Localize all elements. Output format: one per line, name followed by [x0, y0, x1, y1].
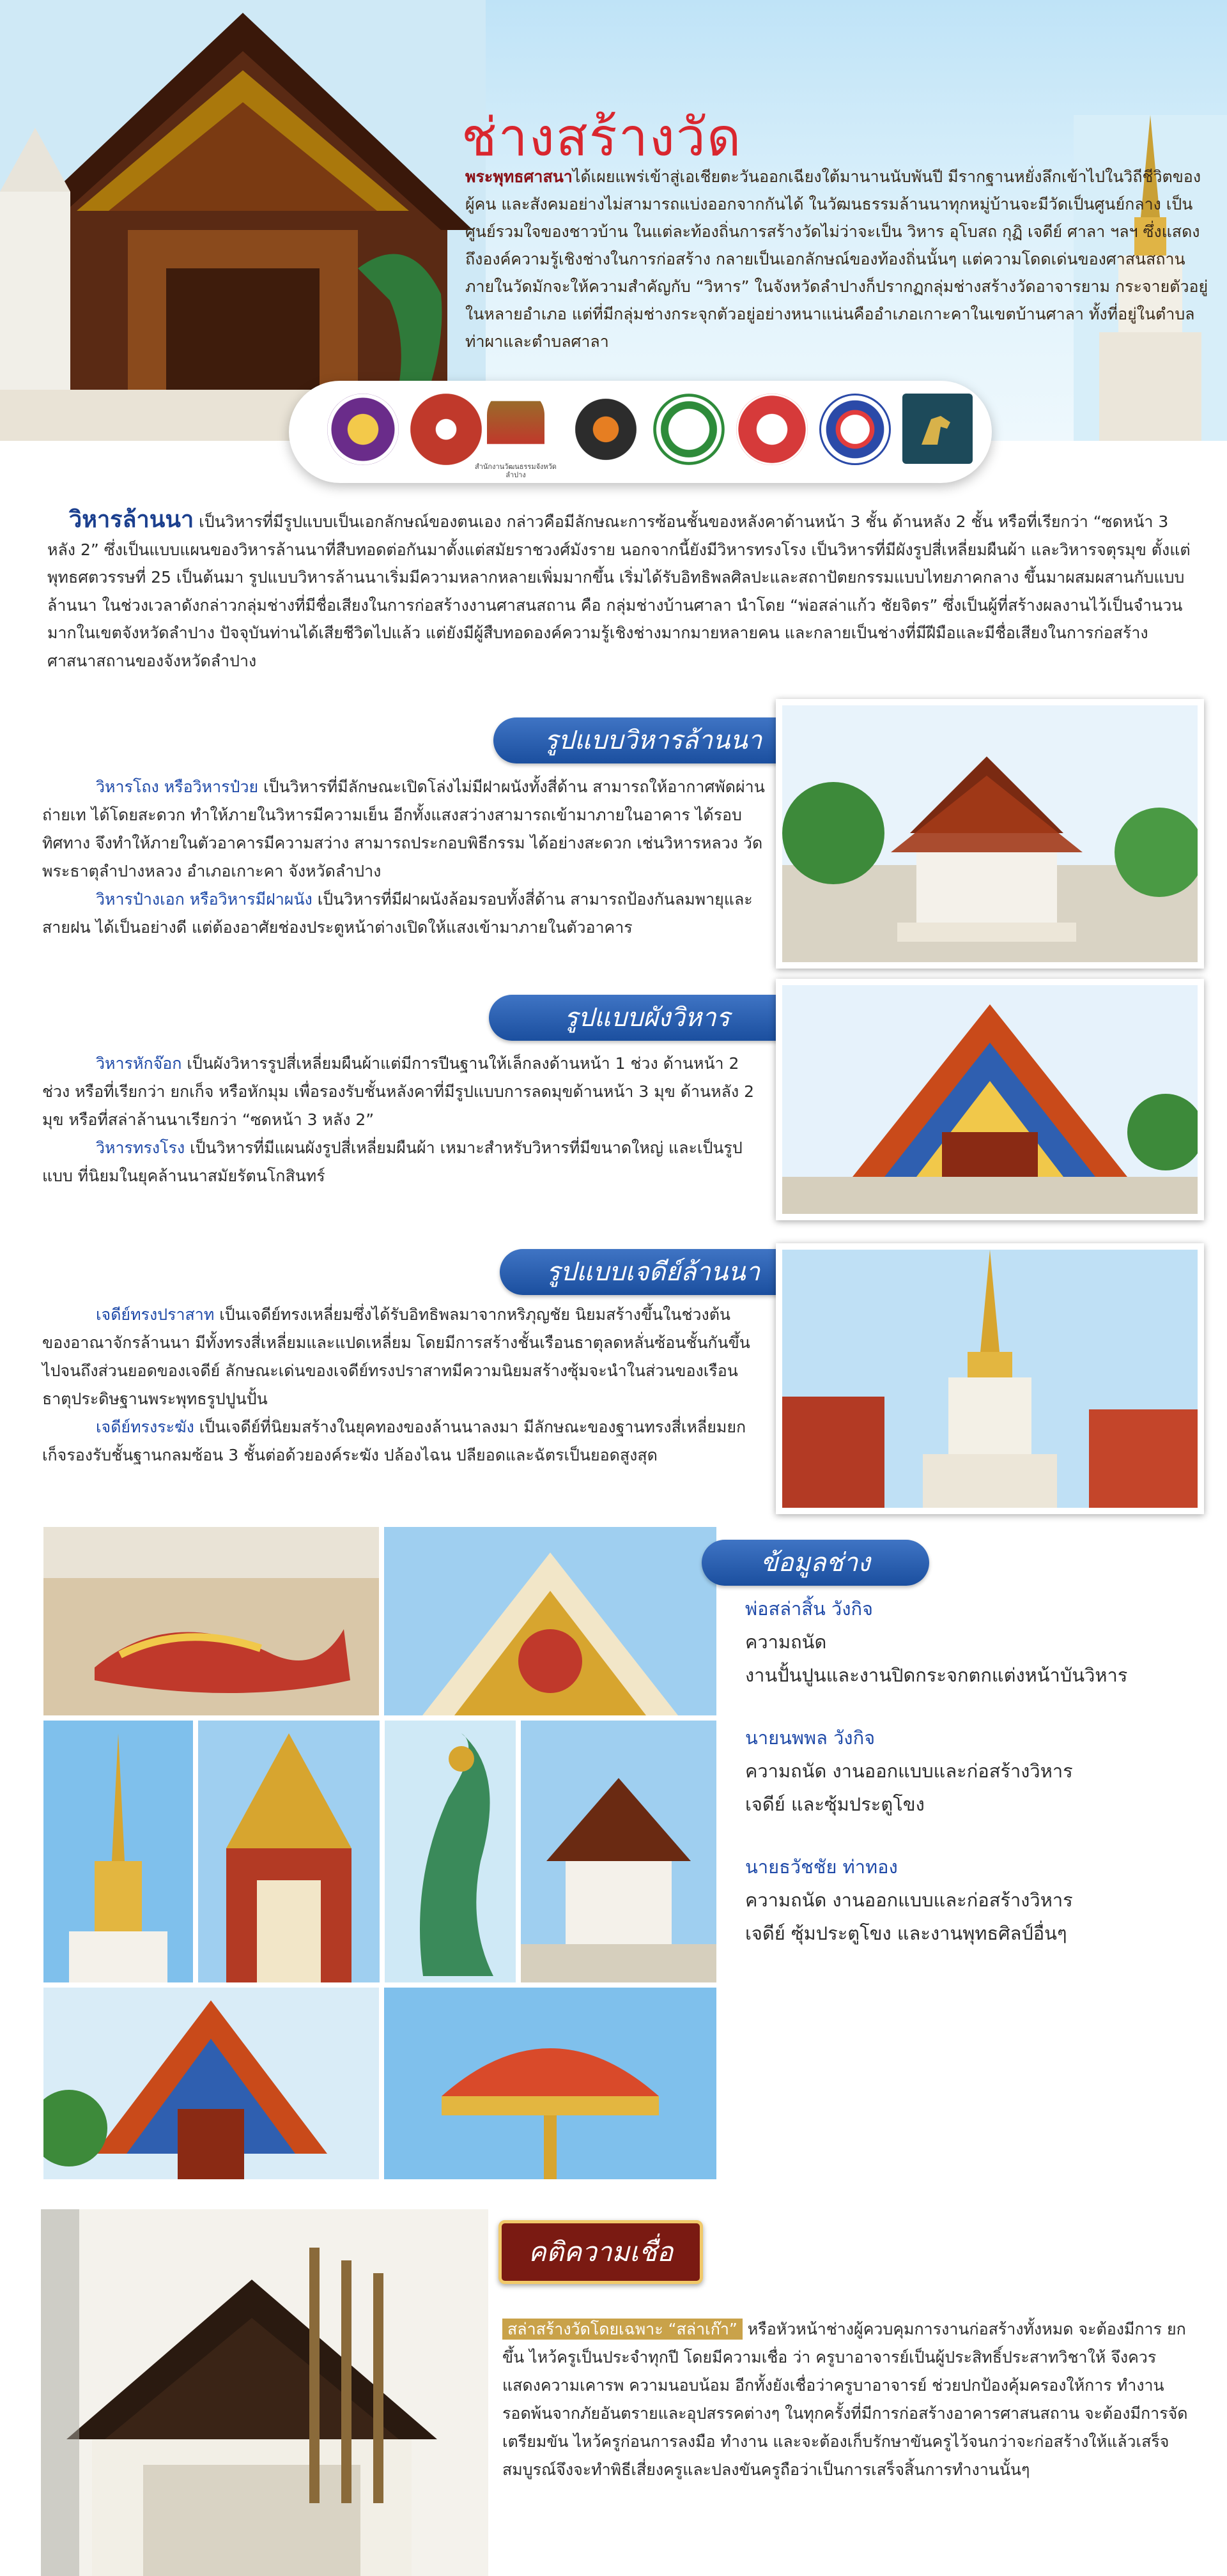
- viharn-facade-photo: [782, 985, 1198, 1214]
- section-header-craftsmen: ข้อมูลช่าง: [702, 1540, 929, 1586]
- gallery-photo-golden-chedi: [43, 1721, 193, 1982]
- culture-office-logo: [487, 394, 544, 465]
- term-prasat-chedi: เจดีย์ทรงปราสาท: [96, 1305, 215, 1324]
- prasat-chedi-desc: เป็นเจดีย์ทรงเหลี่ยมซึ่งได้รับอิทธิพลมาจากหริภุญชัย นิยมสร้างขึ้นในช่วงต้นของอาณาจักรล้านนา มีทั้งทรงสี่เหลี่ยมและแปดเหลี่ยม โดยมีการสร้างชั้นเรือนธาตุลดหลั่นซ้อนชั้นกันขึ้นไปจนถึงส่วนยอดของเจดีย์ ลักษณะเด่นของเจดีย์ทรงปราสาทมีความนิยมสร้างซุ้มจะนำในส่วนของเรือนธาตุประดิษฐานพระพุทธรูปปูนปั้น: [42, 1305, 750, 1408]
- belief-highlight: สล่าสร้างวัดโดยเฉพาะ “สล่าเก๊า”: [502, 2319, 743, 2340]
- walled-viharn-desc: เป็นวิหารที่มีฝาผนังล้อมรอบทั้งสี่ด้าน สามารถป้องกันลมพายุและสายฝน ได้เป็นอย่างดี แต่ต้องอาศัยช่องประตูหน้าต่างเปิดให้แสงเข้ามาภายในตัวอาคาร: [42, 890, 753, 937]
- craftsman-entry: [745, 1723, 1192, 1819]
- hakjok-viharn-desc: เป็นผังวิหารรูปสี่เหลี่ยมผืนผ้าแต่มีการปีนฐานให้เล็กลงด้านหน้า 1 ช่วง ด้านหน้า 2 ช่วง หรือที่เรียกว่า ยกเก็จ หรือหักมุม เพื่อรองรับชั้นหลังคาที่มีรูปแบบการลดมุขด้านหน้า 3 มุข ด้านหลัง 2 มุข หรือที่สล่าล้านนาเรียกว่า “ซดหน้า 3 หลัง 2”: [42, 1054, 755, 1129]
- university-seal-logo: [327, 394, 399, 465]
- section-header-chedi: รูปแบบเจดีย์ล้านนา: [500, 1249, 806, 1295]
- craftsman-name: พ่อสล่าสิ้น วังกิจ: [745, 1598, 874, 1620]
- culture-ministry-logo: [570, 394, 642, 465]
- hero-body: ได้เผยแพร่เข้าสู่เอเชียตะวันออกเฉียงใต้มานานนับพันปี มีรากฐานหยั่งลึกเข้าไปในวิถีชีวิตของผู้คน และสังคมอย่างไม่สามารถแบ่งออกจากกันได้ ในวัฒนธรรมล้านนาทุกหมู่บ้านจะมีวัดเป็นศูนย์กลาง เป็นศูนย์รวมใจของชาวบ้าน ในแต่ละท้องถิ่นการสร้างวัดไม่ว่าจะเป็น วิหาร อุโบสถ กุฏิ เจดีย์ ศาลา ฯลฯ ซึ่งแสดงถึงองค์ความรู้เชิงช่างในการก่อสร้าง กลายเป็นเอกลักษณ์ของท้องถิ่นนั้นๆ แต่ความโดดเด่นของศาสนสถาน ภายในวัดมักจะให้ความสำคัญกับ “วิหาร” ในจังหวัดลำปางก็ปรากฏกลุ่มช่างสร้างวัดอาจารยาม กระจายตัวอยู่ในหลายอำเภอ แต่ที่มีกลุ่มช่างกระจุกตัวอยู่อย่างหนาแน่นคืออำเภอเกาะคาในเขตบ้านศาลา ทั้งที่อยู่ในตำบลท่าผาและตำบลศาลา: [465, 167, 1208, 351]
- belief-body: หรือหัวหน้าช่างผู้ควบคุมการงานก่อสร้างทั้งหมด จะต้องมีการ ยกขึ้น ไหว้ครูเป็นประจำทุกปี โดยมีความเชื่อ ว่า ครูบาอาจารย์เป็นผู้ประสิทธิ์ประสาทวิชาให้ จึงควรแสดงความเคารพ ความนอบน้อม อีกทั้งยังเชื่อว่าครูบาอาจารย์ ช่วยปกป้องคุ้มครองให้การ ทำงานรอดพ้นจากภัยอันตรายและอุปสรรคต่างๆ ในทุกครั้งที่มีการก่อสร้างอาคารศาสนสถาน จะต้องมีการจัดเตรียมขัน ไหว้ครูก่อนการลงมือ ทำงาน และจะต้องเก็บรักษาขันครูไว้จนกว่าจะก่อสร้างให้แล้วเสร็จสมบูรณ์จึงจะทำพิธีเสี่ยงครูและปลงขันครูถือว่าเป็นการเสร็จสิ้นการทำงานนั้นๆ: [502, 2320, 1188, 2479]
- bell-chedi-photo: [782, 1250, 1198, 1508]
- gallery-photo-blue-facade: [43, 1988, 379, 2179]
- plan-photo-frame: [776, 979, 1204, 1220]
- section-header-plan: รูปแบบผังวิหาร: [489, 995, 805, 1041]
- page-title: ช่างสร้างวัด: [461, 107, 743, 168]
- intro-title: วิหารล้านนา: [69, 507, 194, 533]
- gallery-photo-gate-arch: [198, 1721, 380, 1982]
- horse-emblem-logo: [902, 394, 973, 464]
- open-viharn-desc: เป็นวิหารที่มีลักษณะเปิดโล่งไม่มีฝาผนังทั้งสี่ด้าน สามารถให้อากาศพัดผ่านถ่ายเท ได้โดยสะดวก ทำให้ภายในวิหารมีความเย็น อีกทั้งแสงสว่างสามารถเข้ามาภายในอาคาร ได้รอบทิศทาง จึงทำให้ภายในตัวอาคารมีความสว่าง สามารถประกอบพิธีกรรม ได้อย่างสะดวก เช่นวิหารหลวง วัดพระธาตุลำปางหลวง อำเภอเกาะคา จังหวัดลำปาง: [42, 778, 765, 880]
- hero-banner: [0, 0, 1227, 441]
- term-walled-viharn: วิหารป๋างเอก หรือวิหารมีฝาผนัง: [96, 890, 313, 908]
- belief-photo: [41, 2209, 488, 2576]
- open-viharn-photo: [782, 705, 1198, 962]
- province-emblem-logo: [410, 394, 482, 465]
- partner-logo-bar: [289, 381, 992, 483]
- term-bell-chedi: เจดีย์ทรงระฆัง: [96, 1418, 194, 1436]
- plan-forms-text: [42, 1050, 758, 1190]
- hall-viharn-desc: เป็นวิหารที่มีแผนผังรูปสี่เหลี่ยมผืนผ้า เหมาะสำหรับวิหารที่มีขนาดใหญ่ และเป็นรูปแบบ ที่นิยมในยุคล้านนาสมัยรัตนโกสินทร์: [42, 1138, 743, 1185]
- craftsman-skill-detail: เจดีย์ ซุ้มประตูโขง และงานพุทธศิลป์อื่นๆ: [745, 1922, 1067, 1944]
- gallery-photo-small-viharn: [521, 1721, 716, 1982]
- intro-body: เป็นวิหารที่มีรูปแบบเป็นเอกลักษณ์ของตนเอง กล่าวคือมีลักษณะการซ้อนชั้นของหลังคาด้านหน้า 3 ชั้น ด้านหลัง 2 ชั้น หรือที่เรียกว่า “ซดหน้า 3 หลัง 2” ซึ่งเป็นแบบแผนของวิหารล้านนาที่สืบทอดต่อกันมาตั้งแต่สมัยราชวงศ์มังราย นอกจากนี้ยังมีวิหารทรงโรง เป็นวิหารที่มีผังรูปสี่เหลี่ยมผืนผ้า และวิหารจตุรมุข ตั้งแต่พุทธศตวรรษที่ 25 เป็นต้นมา รูปแบบวิหารล้านนาเริ่มมีความหลากหลายเพิ่มมากขึ้น เริ่มได้รับอิทธิพลศิลปะและสถาปัตยกรรมแบบไทยภาคกลาง ขึ้นมาผสมผสานกับแบบล้านนา ในช่วงเวลาดังกล่าวกลุ่มช่างที่มีชื่อเสียงในการก่อสร้างงานศาสนสถาน คือ กลุ่มช่างบ้านศาลา นำโดย “พ่อสล่าแก้ว ชัยจิตร” ซึ่งเป็นผู้ที่สร้างผลงานไว้เป็นจำนวนมากในเขตจังหวัดลำปาง ปัจจุบันท่านได้เสียชีวิตไปแล้ว แต่ยังมีผู้สืบทอดองค์ความรู้เชิงช่างมากมายหลายคน และกลายเป็นช่างที่มีฝีมือและมีชื่อเสียงในการก่อสร้างศาสนาสถานของจังหวัดลำปาง: [47, 512, 1191, 670]
- craftsman-skill-detail: เจดีย์ และซุ้มประตูโขง: [745, 1793, 925, 1815]
- gallery-photo-naga-statue: [385, 1721, 516, 1982]
- gallery-photo-naga-boat: [43, 1527, 379, 1715]
- term-hall-viharn: วิหารทรงโรง: [96, 1138, 185, 1157]
- craftsmen-list: [745, 1594, 1192, 1948]
- chedi-forms-text: [42, 1301, 758, 1469]
- intro-paragraph: [47, 506, 1191, 675]
- green-seal-logo: [653, 394, 725, 465]
- viharn-photo-frame: [776, 699, 1204, 969]
- culture-office-caption: สำนักงานวัฒนธรรมจังหวัดลำปาง: [475, 463, 557, 479]
- red-seal-logo: [736, 394, 808, 465]
- craftsman-name: นายธวัชชัย ท่าทอง: [745, 1856, 898, 1878]
- term-hakjok-viharn: วิหารหักจ๊อก: [96, 1054, 182, 1073]
- chedi-photo-frame: [776, 1243, 1204, 1514]
- viharn-forms-text: [42, 773, 777, 942]
- hero-highlight: พระพุทธศาสนา: [465, 167, 573, 186]
- section-header-viharn-forms: รูปแบบวิหารล้านนา: [493, 717, 813, 763]
- bell-chedi-desc: เป็นเจดีย์ที่นิยมสร้างในยุคทองของล้านนาลงมา มีลักษณะของฐานทรงสี่เหลี่ยมยกเก็จรองรับชั้นฐานกลมซ้อน 3 ชั้นต่อด้วยองค์ระฆัง ปล้องไฉน ปลียอดและฉัตรเป็นยอดสูงสุด: [42, 1418, 746, 1464]
- belief-text: [502, 2315, 1192, 2484]
- craftsman-skill: ความถนัด งานออกแบบและก่อสร้างวิหาร: [745, 1760, 1073, 1782]
- craftsman-skill: ความถนัด: [745, 1631, 827, 1653]
- craftsman-skill: ความถนัด งานออกแบบและก่อสร้างวิหาร: [745, 1889, 1073, 1911]
- blue-red-seal-logo: [819, 394, 891, 465]
- gallery-photo-gable: [384, 1527, 716, 1715]
- term-open-viharn: วิหารโถง หรือวิหารป๋วย: [96, 778, 259, 796]
- craftsman-entry: [745, 1594, 1192, 1690]
- temple-hero-photo: [0, 0, 486, 441]
- craftsman-skill-detail: งานปั้นปูนและงานปิดกระจกตกแต่งหน้าบันวิหาร: [745, 1664, 1128, 1686]
- craftsman-entry: [745, 1852, 1192, 1948]
- craftsman-name: นายนพพล วังกิจ: [745, 1727, 876, 1749]
- gallery-photo-umbrella: [384, 1988, 716, 2179]
- hero-intro-text: [465, 163, 1213, 355]
- section-header-belief: คติความเชื่อ: [498, 2220, 703, 2284]
